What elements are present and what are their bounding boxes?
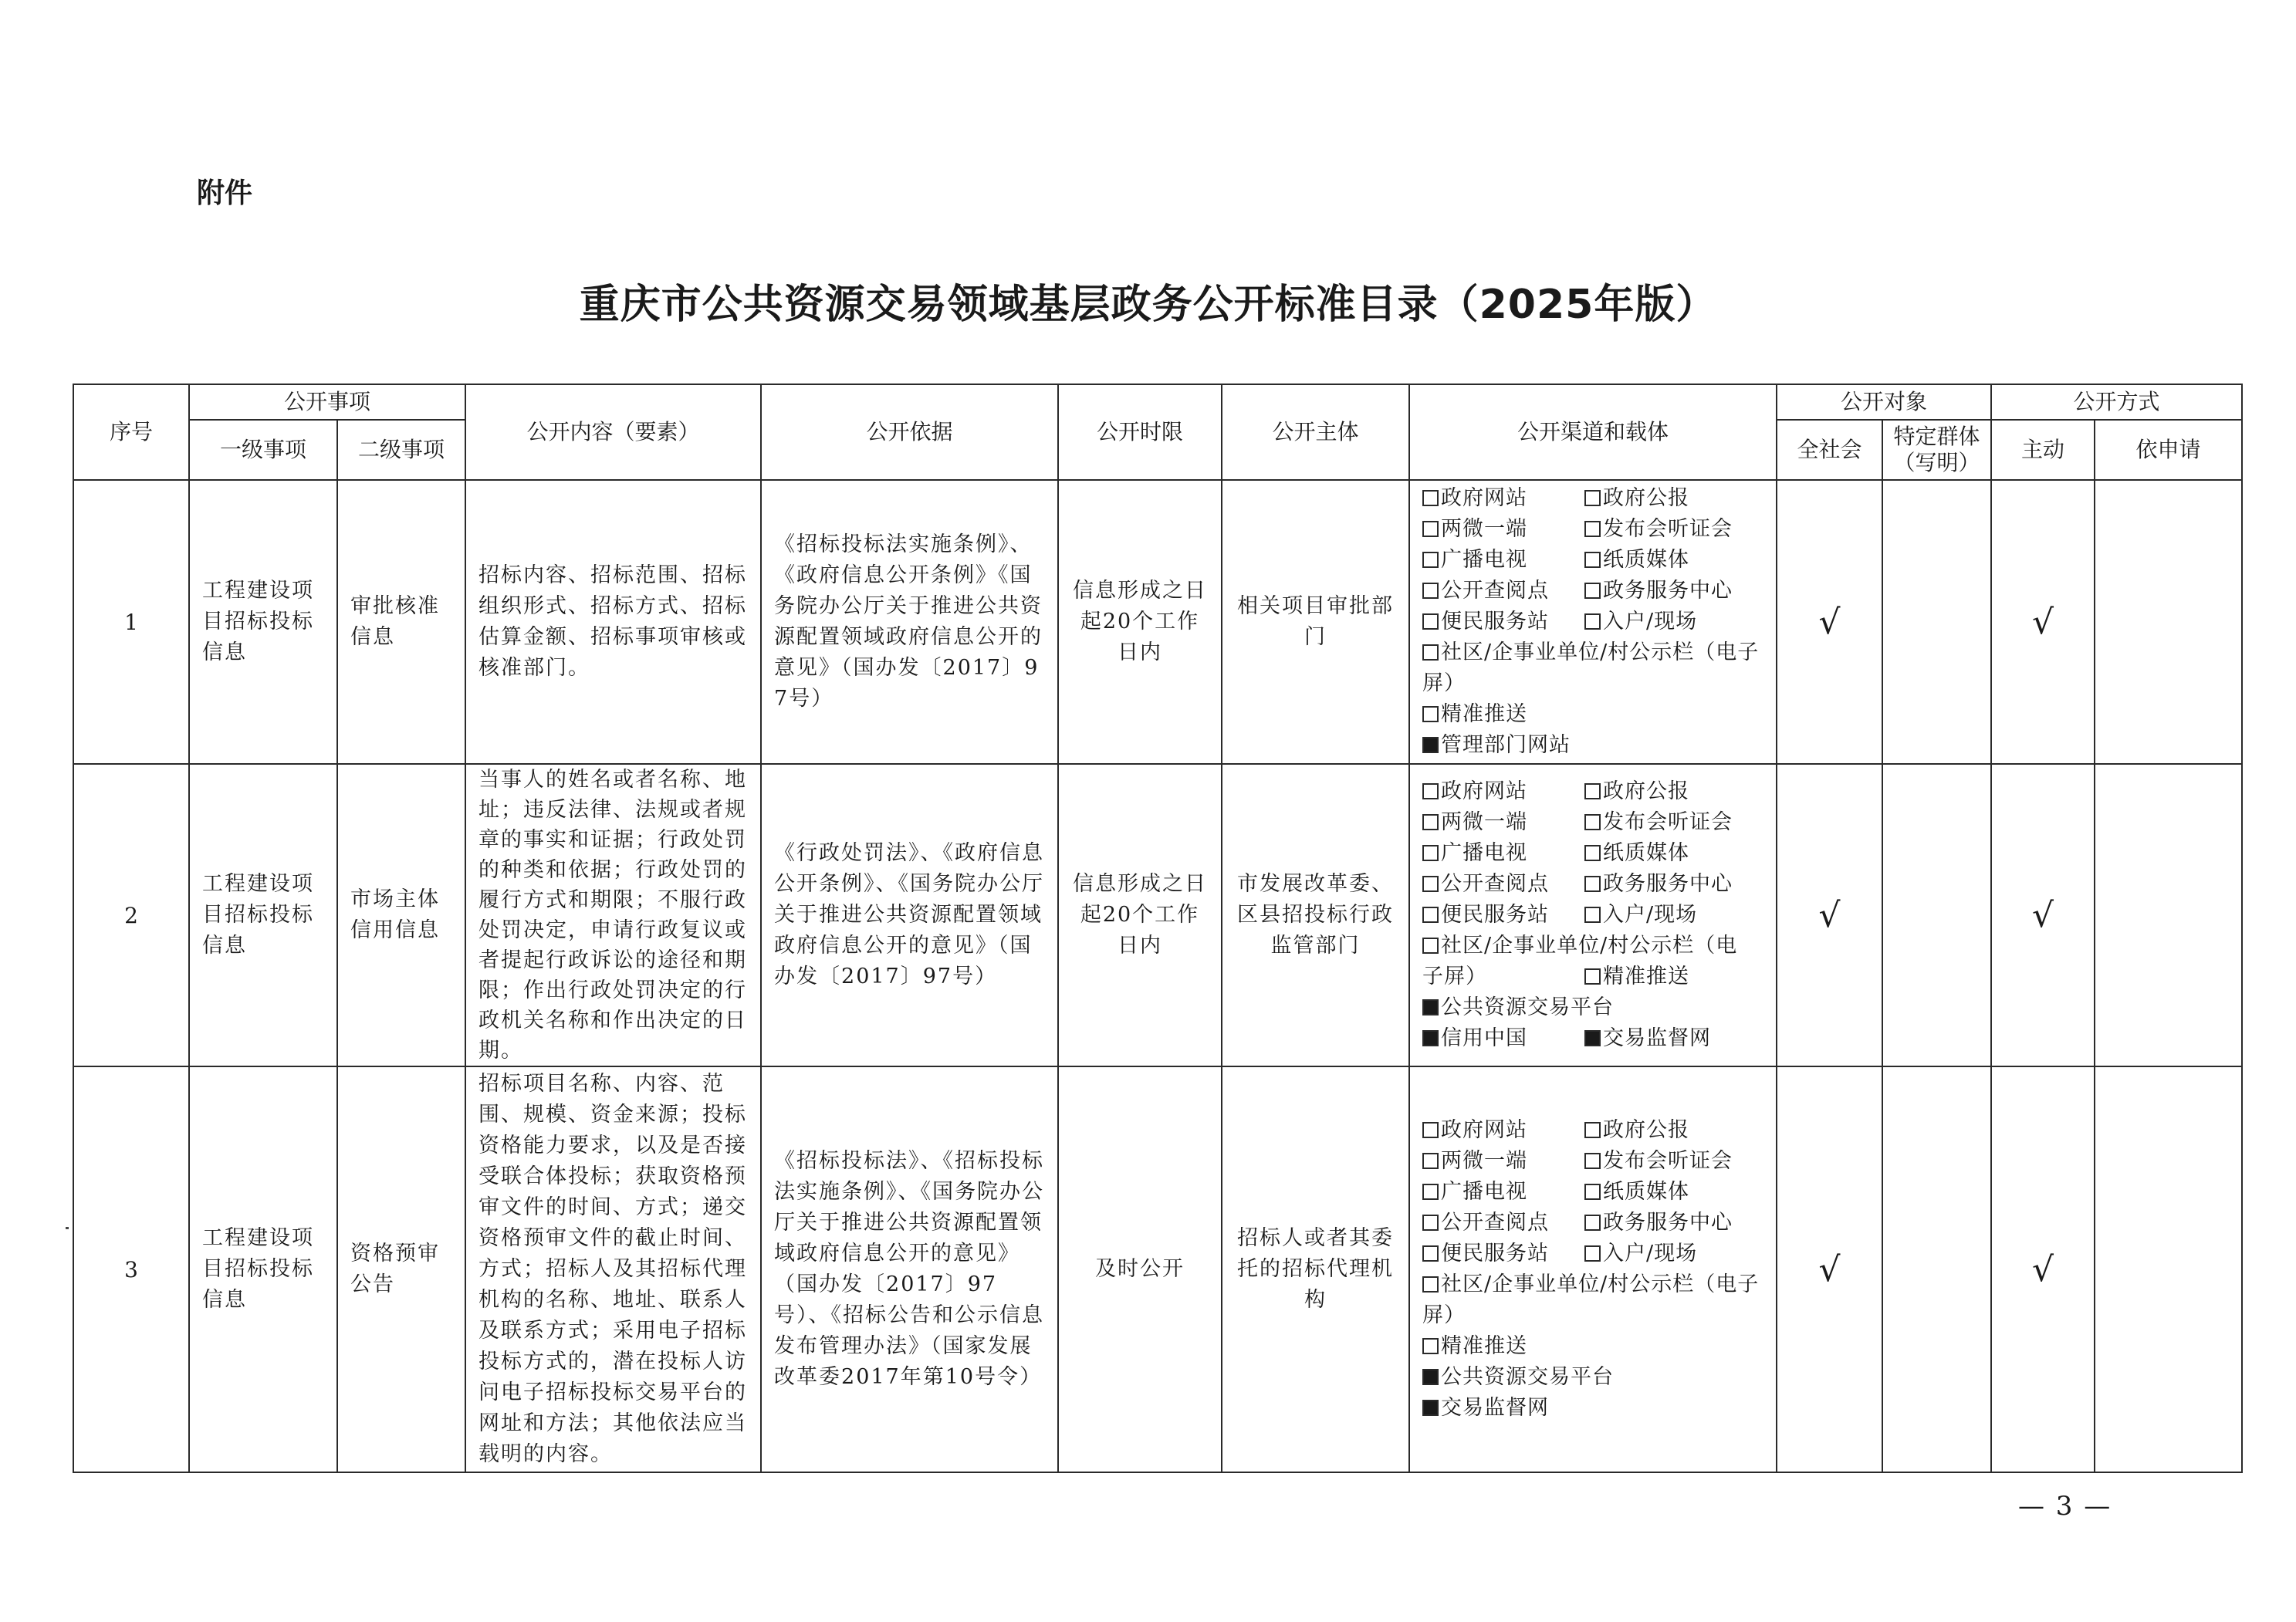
- channel-item: 便民服务站: [1422, 607, 1584, 637]
- channel-item-continued: 子屏）: [1422, 965, 1488, 988]
- channel-item: 入户/现场: [1584, 1238, 1770, 1269]
- page-title: 重庆市公共资源交易领域基层政务公开标准目录（2025年版）: [579, 282, 1717, 328]
- row-channels: [1410, 483, 1776, 761]
- table-row: [73, 1066, 2242, 1472]
- channel-item: 政府公报: [1584, 483, 1770, 514]
- channel-item: 两微一端: [1422, 1146, 1584, 1177]
- channel-item: 广播电视: [1422, 1177, 1584, 1208]
- row-seq: 2: [73, 764, 189, 1066]
- row-level2: 市场主体信用信息: [350, 887, 440, 942]
- channel-item: 公开查阅点: [1422, 576, 1584, 607]
- row-method-active: √: [1991, 1066, 2095, 1472]
- channel-item: 政府公报: [1584, 776, 1770, 807]
- channel-item-selected: 交易监督网: [1584, 1023, 1770, 1054]
- channel-item: 政府网站: [1422, 776, 1584, 807]
- row-target-specific: [1882, 764, 1991, 1066]
- row-level1: 工程建设项目招标投标信息: [202, 579, 314, 664]
- channel-item: 公开查阅点: [1422, 1208, 1584, 1238]
- header-basis: 公开依据: [761, 384, 1058, 480]
- channel-item: 纸质媒体: [1584, 838, 1770, 869]
- channel-item: 政府网站: [1422, 1115, 1584, 1146]
- row-level2: 审批核准信息: [350, 594, 440, 649]
- row-level1: 工程建设项目招标投标信息: [202, 1226, 314, 1312]
- channel-item-selected: 交易监督网: [1422, 1393, 1763, 1424]
- channel-item: 两微一端: [1422, 807, 1584, 838]
- header-subject: 公开主体: [1222, 384, 1409, 480]
- row-level2: 资格预审公告: [350, 1242, 440, 1296]
- channel-item: 精准推送: [1422, 1331, 1763, 1362]
- row-channels: [1410, 776, 1776, 1054]
- channel-item: 政务服务中心: [1584, 576, 1770, 607]
- header-channels: 公开渠道和载体: [1409, 384, 1777, 480]
- channel-item: 便民服务站: [1422, 900, 1584, 931]
- channel-item: 纸质媒体: [1584, 545, 1770, 576]
- row-subject: 招标人或者其委托的招标代理机构: [1237, 1226, 1395, 1312]
- channel-item: 公开查阅点: [1422, 869, 1584, 900]
- channel-item: 广播电视: [1422, 838, 1584, 869]
- channel-item: 精准推送: [1584, 961, 1770, 992]
- channel-item-selected: 公共资源交易平台: [1422, 1362, 1763, 1393]
- channel-item: 纸质媒体: [1584, 1177, 1770, 1208]
- header-items-group: 公开事项: [189, 384, 465, 420]
- row-target-specific: [1882, 480, 1991, 764]
- row-time-limit: 信息形成之日起20个工作日内: [1073, 579, 1208, 664]
- row-basis: 《招标投标法》、《招标投标法实施条例》、《国务院办公厅关于推进公共资源配置领域政府信息公开的意见》（国办发〔2017〕97号）、《招标公告和公示信息发布管理办法》（国家发展改革委2017年第10号令）: [774, 1149, 1045, 1389]
- header-level2: 二级事项: [337, 420, 465, 480]
- header-content: 公开内容（要素）: [465, 384, 761, 480]
- row-content: 招标项目名称、内容、范围、规模、资金来源；投标资格能力要求，以及是否接受联合体投标；获取资格预审文件的时间、方式；递交资格预审文件的截止时间、方式；招标人及其招标代理机构的名称、地址、联系人及联系方式；采用电子招标投标方式的，潜在投标人访问电子招标投标交易平台的网址和方法；其他依法应当载明的内容。: [478, 1072, 748, 1466]
- row-target-all: √: [1777, 1066, 1882, 1472]
- row-channels: [1410, 1115, 1776, 1424]
- row-time-limit: 及时公开: [1095, 1257, 1185, 1281]
- row-target-all: √: [1777, 764, 1882, 1066]
- header-target-specific: 特定群体（写明）: [1882, 420, 1991, 480]
- row-basis: 《招标投标法实施条例》、《政府信息公开条例》《国务院办公厅关于推进公共资源配置领域政府信息公开的意见》（国办发〔2017〕97号）: [774, 532, 1043, 711]
- channel-item: 精准推送: [1422, 699, 1763, 730]
- header-level1: 一级事项: [189, 420, 337, 480]
- row-time-limit: 信息形成之日起20个工作日内: [1073, 872, 1208, 958]
- channel-item: 社区/企事业单位/村公示栏（电: [1422, 931, 1763, 961]
- catalog-table: [73, 384, 2243, 1473]
- page-number: — 3 —: [2018, 1491, 2112, 1522]
- row-subject: 相关项目审批部门: [1237, 594, 1395, 649]
- row-content: 当事人的姓名或者名称、地址；违反法律、法规或者规章的事实和证据；行政处罚的种类和依据；行政处罚的履行方式和期限；不服行政处罚决定，申请行政复议或者提起行政诉讼的途径和期限；作出行政处罚决定的行政机关名称和作出决定的日期。: [478, 768, 748, 1063]
- header-time-limit: 公开时限: [1058, 384, 1222, 480]
- channel-item: 便民服务站: [1422, 1238, 1584, 1269]
- channel-item: 社区/企事业单位/村公示栏（电子屏）: [1422, 1272, 1760, 1327]
- row-method-active: √: [1991, 480, 2095, 764]
- channel-item: 两微一端: [1422, 514, 1584, 545]
- channel-item: 政府公报: [1584, 1115, 1770, 1146]
- channel-item: 发布会听证会: [1584, 807, 1770, 838]
- channel-item: 政府网站: [1422, 483, 1584, 514]
- header-target-all: 全社会: [1777, 420, 1882, 480]
- header-seq: 序号: [73, 384, 189, 480]
- header-target-group: 公开对象: [1777, 384, 1991, 420]
- row-seq: 3: [73, 1066, 189, 1472]
- row-method-request: [2095, 764, 2242, 1066]
- table-row: [73, 480, 2242, 764]
- header-method-request: 依申请: [2095, 420, 2242, 480]
- row-seq: 1: [73, 480, 189, 764]
- row-method-active: √: [1991, 764, 2095, 1066]
- channel-item: 政务服务中心: [1584, 869, 1770, 900]
- row-subject: 市发展改革委、区县招投标行政监管部门: [1237, 872, 1395, 958]
- channel-item: 入户/现场: [1584, 900, 1770, 931]
- row-basis: 《行政处罚法》、《政府信息公开条例》、《国务院办公厅关于推进公共资源配置领域政府信息公开的意见》（国办发〔2017〕97号）: [774, 841, 1045, 988]
- row-level1: 工程建设项目招标投标信息: [202, 872, 314, 958]
- row-content: 招标内容、招标范围、招标组织形式、招标方式、招标估算金额、招标事项审核或核准部门。: [478, 563, 748, 680]
- channel-item: 发布会听证会: [1584, 514, 1770, 545]
- table-row: [73, 764, 2242, 1066]
- channel-item: 政务服务中心: [1584, 1208, 1770, 1238]
- header-method-active: 主动: [1991, 420, 2095, 480]
- header-method-group: 公开方式: [1991, 384, 2242, 420]
- channel-item: 社区/企事业单位/村公示栏（电子屏）: [1422, 640, 1760, 695]
- scan-speck: [66, 1227, 69, 1229]
- channel-item: 发布会听证会: [1584, 1146, 1770, 1177]
- channel-item: 广播电视: [1422, 545, 1584, 576]
- row-target-specific: [1882, 1066, 1991, 1472]
- channel-item: 入户/现场: [1584, 607, 1770, 637]
- channel-item-selected: 管理部门网站: [1422, 730, 1763, 761]
- row-method-request: [2095, 1066, 2242, 1472]
- channel-item-selected: 公共资源交易平台: [1422, 992, 1763, 1023]
- row-target-all: √: [1777, 480, 1882, 764]
- annex-label: 附件: [197, 177, 253, 209]
- row-method-request: [2095, 480, 2242, 764]
- channel-item-selected: 信用中国: [1422, 1023, 1584, 1054]
